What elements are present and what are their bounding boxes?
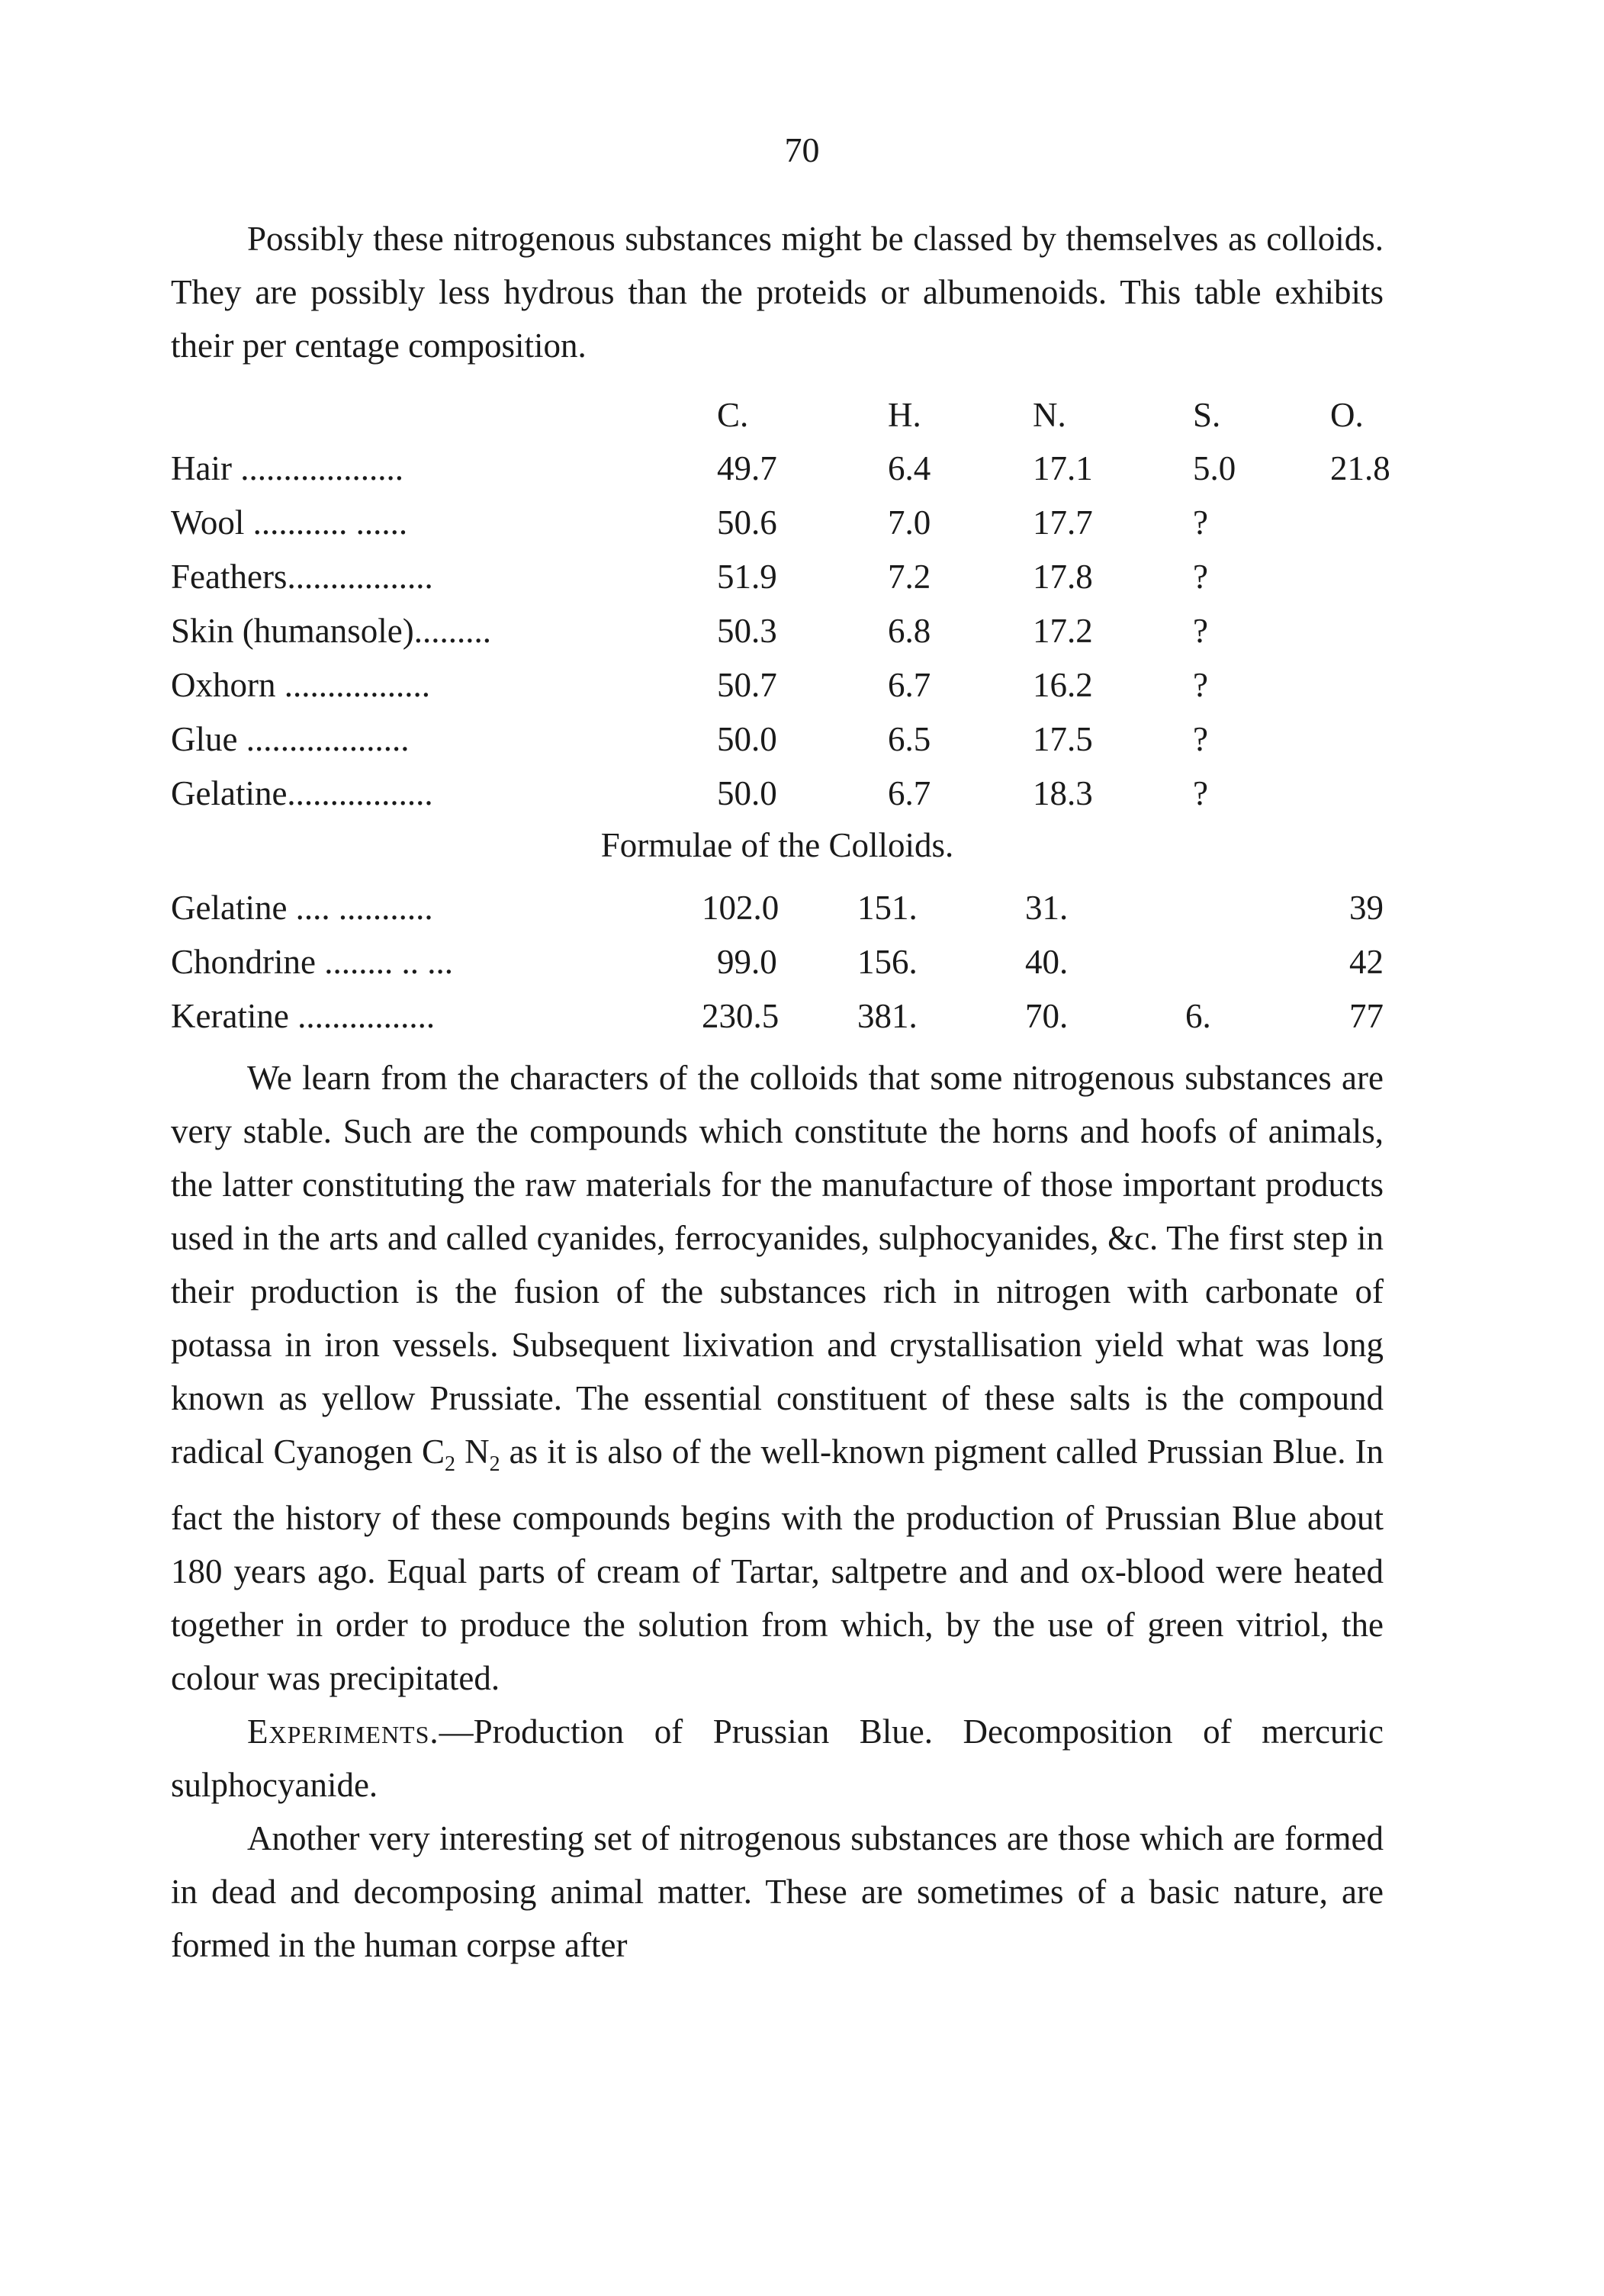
cell-h: 151. <box>857 889 918 927</box>
table-row <box>171 665 1384 719</box>
cell-h: 156. <box>857 943 918 981</box>
table-row <box>171 996 1384 1050</box>
cell-h: 6.5 <box>888 720 931 758</box>
cell-n: 17.2 <box>1033 612 1093 650</box>
cell-c: 50.0 <box>717 720 777 758</box>
cell-s: ? <box>1193 503 1208 542</box>
table-row <box>171 719 1384 773</box>
cell-s: ? <box>1193 720 1208 758</box>
header-n: N. <box>1033 396 1066 434</box>
cell-n: 17.7 <box>1033 503 1093 542</box>
cell-s: 5.0 <box>1193 449 1236 487</box>
intro-block <box>171 212 1384 372</box>
table-row <box>171 449 1390 503</box>
formula-c: C <box>422 1433 445 1471</box>
cell-c: 50.0 <box>717 774 777 812</box>
cell-h: 6.7 <box>888 774 931 812</box>
cell-o: 42 <box>1349 943 1384 981</box>
row-label: Keratine ................ <box>171 997 436 1035</box>
cell-c: 50.7 <box>717 666 777 704</box>
cell-n: 31. <box>1025 889 1069 927</box>
row-label: Skin (humansole)......... <box>171 612 491 650</box>
page-number: 70 <box>784 130 820 169</box>
cell-o: 39 <box>1349 889 1384 927</box>
cell-n: 17.1 <box>1033 449 1093 487</box>
cell-c: 99.0 <box>717 943 777 981</box>
cell-h: 6.7 <box>888 666 931 704</box>
cell-s: ? <box>1193 612 1208 650</box>
cell-c: 102.0 <box>702 889 779 927</box>
cell-n: 18.3 <box>1033 774 1093 812</box>
formula-n-sub: 2 <box>489 1452 500 1476</box>
intro-paragraph: Possibly these nitrogenous substances might be classed by themselves as colloids. They are possibly less hydrous than the proteids or albumenoids. This table exhibits their per centage composition. <box>171 220 1384 365</box>
experiments-heading: Experiments. <box>247 1712 439 1751</box>
paragraph-experiments <box>171 1705 1384 1812</box>
cell-n: 17.5 <box>1033 720 1093 758</box>
paragraph-text: We learn from the characters of the colloids that some nitrogenous substances are very stable. Such are the compounds which constitute the horns and hoofs of animals, the latter constituting the raw materials for the manufacture of those important products used in the arts and called cyanides, ferrocyanides, sulphocyanides, &c. The first step in their production is the fusion of the substances rich in nitrogen with carbonate of potassa in iron vessels. Subsequent lixivation and crystallisation yield what was long known as yellow Prussiate. The essential constituent of these salts is the compound radical Cyanogen <box>171 1059 1384 1471</box>
paragraph-decomposing: Another very interesting set of nitrogenous substances are those which are formed in dead and decomposing animal matter. These are sometimes of a basic nature, are formed in the human corpse after <box>171 1819 1384 1964</box>
header-s: S. <box>1193 396 1221 434</box>
table-row <box>171 611 1384 665</box>
header-c: C. <box>717 396 749 434</box>
cell-n: 70. <box>1025 997 1069 1035</box>
cell-o: 77 <box>1349 997 1384 1035</box>
row-label: Gelatine .... ........... <box>171 889 433 927</box>
cell-c: 230.5 <box>702 997 779 1035</box>
paragraph-text: as it is also of the well-known pigment called Prussian Blue. In fact the history of these compounds begins with the production of Prussian Blue about 180 years ago. Equal parts of cream of Tartar, saltpetre and and ox-blood were heated together in order to produce the solution from which, by the use of green vitriol, the colour was precipitated. <box>171 1433 1384 1697</box>
cell-c: 50.3 <box>717 612 777 650</box>
row-label: Gelatine................. <box>171 774 433 812</box>
formula-c-sub: 2 <box>445 1452 456 1476</box>
table-row <box>171 503 1384 557</box>
cell-n: 40. <box>1025 943 1069 981</box>
header-h: H. <box>888 396 921 434</box>
cell-s: ? <box>1193 774 1208 812</box>
cell-s: ? <box>1193 666 1208 704</box>
formulae-table <box>171 888 1384 1050</box>
paragraph-cyanides <box>171 1051 1384 1705</box>
cell-c: 50.6 <box>717 503 777 542</box>
cell-n: 17.8 <box>1033 558 1093 596</box>
cell-s: 6. <box>1185 997 1211 1035</box>
cell-c: 51.9 <box>717 558 777 596</box>
cell-h: 6.4 <box>888 449 931 487</box>
header-o: O. <box>1330 396 1364 434</box>
cell-h: 6.8 <box>888 612 931 650</box>
body-text <box>171 1051 1384 1972</box>
table-row <box>171 773 1384 828</box>
cell-s: ? <box>1193 558 1208 596</box>
row-label: Glue ................... <box>171 720 410 758</box>
cell-h: 381. <box>857 997 918 1035</box>
cell-h: 7.2 <box>888 558 931 596</box>
row-label: Feathers................. <box>171 558 433 596</box>
row-label: Oxhorn ................. <box>171 666 430 704</box>
row-label: Wool ........... ...... <box>171 503 408 542</box>
row-label: Hair ................... <box>171 449 403 487</box>
formulae-title: Formulae of the Colloids. <box>600 826 954 864</box>
composition-header-row <box>171 395 1384 449</box>
cell-n: 16.2 <box>1033 666 1093 704</box>
table-row <box>171 942 1384 996</box>
cell-o: 21.8 <box>1330 449 1390 487</box>
formula-n: N <box>455 1433 490 1471</box>
table-row <box>171 888 1384 942</box>
cell-h: 7.0 <box>888 503 931 542</box>
cell-c: 49.7 <box>717 449 777 487</box>
row-label: Chondrine ........ .. ... <box>171 943 453 981</box>
table-row <box>171 557 1384 611</box>
experiments-text: —Production of Prussian Blue. Decomposition of mercuric sulphocyanide. <box>171 1712 1384 1804</box>
composition-table <box>171 395 1390 828</box>
